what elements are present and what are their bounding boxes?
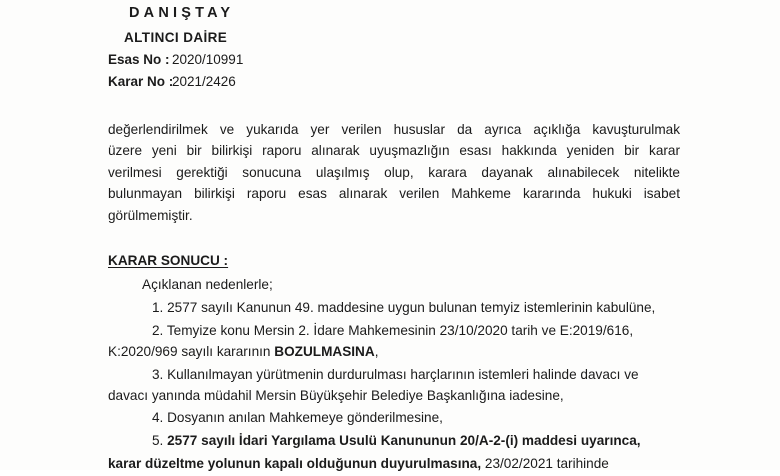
item-2-text: K:2020/969 sayılı kararının: [108, 344, 275, 359]
chamber-name: ALTINCI DAİRE: [124, 30, 228, 45]
reversal-ruling: BOZULMASINA: [274, 344, 375, 359]
item-5-bold-text: 2577 sayılı İdari Yargılama Usulü Kanununun 20/A-2-(i) maddesi uyarınca,: [167, 433, 641, 448]
paragraph-fragment: verilmesi gerektiği sonucuna ulaşılmış olup,: [108, 164, 414, 180]
decision-item-5-line-1: [152, 433, 641, 448]
paragraph-fragment: karara dayanak alınabilecek nitelikte: [428, 164, 680, 180]
case-number-label: Esas No :: [108, 52, 170, 67]
decision-number-value: 2021/2426: [172, 74, 236, 89]
decision-item-3-line-2: davacı yanında müdahil Mersin Büyükşehir Belediye Başkanlığına iadesine,: [108, 388, 564, 403]
decision-number-row: [108, 74, 236, 89]
decision-item-2-line-2: [108, 344, 680, 364]
decision-number-label: Karar No :: [108, 74, 174, 89]
item-5-text: 23/02/2021 tarihinde: [481, 456, 609, 471]
paragraph-line: değerlendirilmek ve yukarıda yer verilen hususlar da ayrıca açıklığa kavuşturulmak: [108, 122, 680, 137]
paragraph-line: üzere yeni bir bilirkişi raporu alınarak uyuşmazlığın esası hakkında yeniden bir karar: [108, 143, 680, 159]
decision-intro: Açıklanan nedenlerle;: [142, 277, 273, 292]
decision-item-3-line-1: 3. Kullanılmayan yürütmenin durdurulması harçlarının istemleri halinde davacı ve: [152, 367, 639, 382]
decision-item-2-line-1: 2. Temyize konu Mersin 2. İdare Mahkemesinin 23/10/2020 tarih ve E:2019/616,: [152, 323, 634, 338]
paragraph-line: bulunmayan bilirkişi raporu esas alınarak verilen Mahkeme kararında hukuki isabet: [108, 186, 680, 202]
paragraph-line: görülmemiştir.: [108, 207, 193, 223]
decision-item-4: 4. Dosyanın anılan Mahkemeye gönderilmesine,: [152, 410, 443, 425]
court-name: DANIŞTAY: [129, 5, 235, 21]
item-2-punct: ,: [374, 344, 379, 359]
decision-heading: KARAR SONUCU :: [108, 253, 229, 268]
item-5-number: 5.: [152, 433, 168, 448]
paragraph-line: [108, 162, 680, 183]
body-paragraph: [108, 119, 680, 226]
decision-item-5-line-2: [108, 456, 680, 476]
decision-item-1: 1. 2577 sayılı Kanunun 49. maddesine uygun bulunan temyiz istemlerinin kabulüne,: [152, 300, 656, 315]
case-number-value: 2020/10991: [172, 52, 244, 67]
case-number-row: [108, 52, 243, 67]
item-5-bold-text: karar düzeltme yolunun kapalı olduğunun duyurulmasına,: [108, 456, 482, 471]
